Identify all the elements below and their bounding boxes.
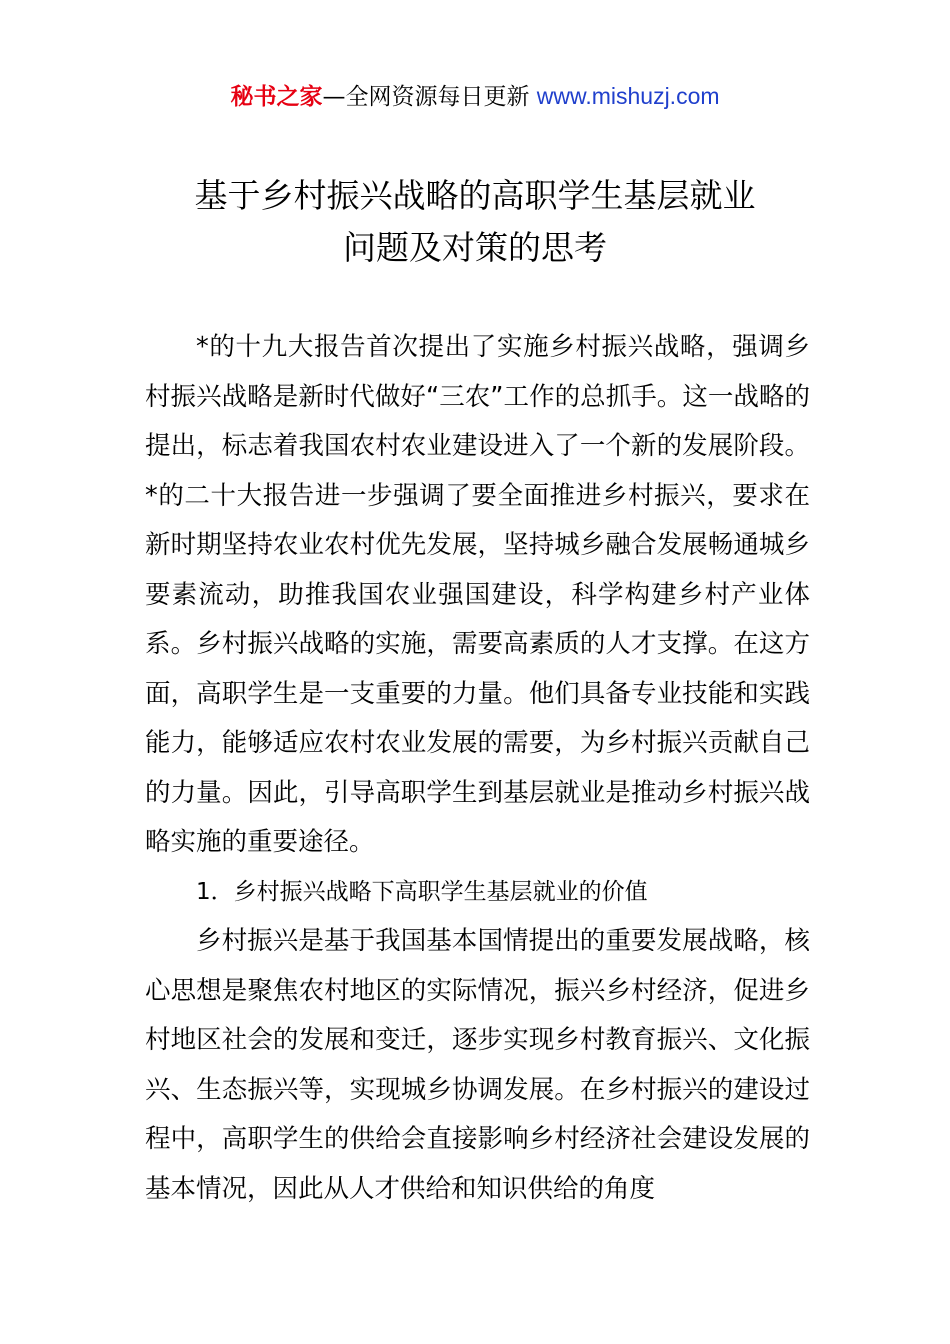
site-brand: 秘书之家 <box>230 84 323 110</box>
document-title <box>120 170 830 274</box>
document-title-line-2: 问题及对策的思考 <box>343 228 607 267</box>
document-title-line-1: 基于乡村振兴战略的高职学生基层就业 <box>194 176 756 215</box>
site-url-link[interactable]: www.mishuzj.com <box>536 83 720 109</box>
body-paragraph-value: 乡村振兴是基于我国基本国情提出的重要发展战略，核心思想是聚焦农村地区的实际情况，振兴乡村经济，促进乡村地区社会的发展和变迁，逐步实现乡村教育振兴、文化振兴、生态振兴等，实现城乡协调发展。在乡村振兴的建设过程中，高职学生的供给会直接影响乡村经济社会建设发展的基本情况，因此从人才供给和知识供给的角度 <box>145 926 810 1204</box>
site-header <box>0 80 950 113</box>
body-paragraph-intro: *的十九大报告首次提出了实施乡村振兴战略，强调乡村振兴战略是新时代做好“三农”工作的总抓手。这一战略的提出，标志着我国农村农业建设进入了一个新的发展阶段。*的二十大报告进一步强调了要全面推进乡村振兴，要求在新时期坚持农业农村优先发展，坚持城乡融合发展畅通城乡要素流动，助推我国农业强国建设，科学构建乡村产业体系。乡村振兴战略的实施，需要高素质的人才支撑。在这方面，高职学生是一支重要的力量。他们具备专业技能和实践能力，能够适应农村农业发展的需要，为乡村振兴贡献自己的力量。因此，引导高职学生到基层就业是推动乡村振兴战略实施的重要途径。 <box>145 332 810 857</box>
section-heading-1: 1．乡村振兴战略下高职学生基层就业的价值 <box>196 878 648 905</box>
document-body <box>145 323 810 1214</box>
site-tagline: —全网资源每日更新 <box>322 84 537 110</box>
